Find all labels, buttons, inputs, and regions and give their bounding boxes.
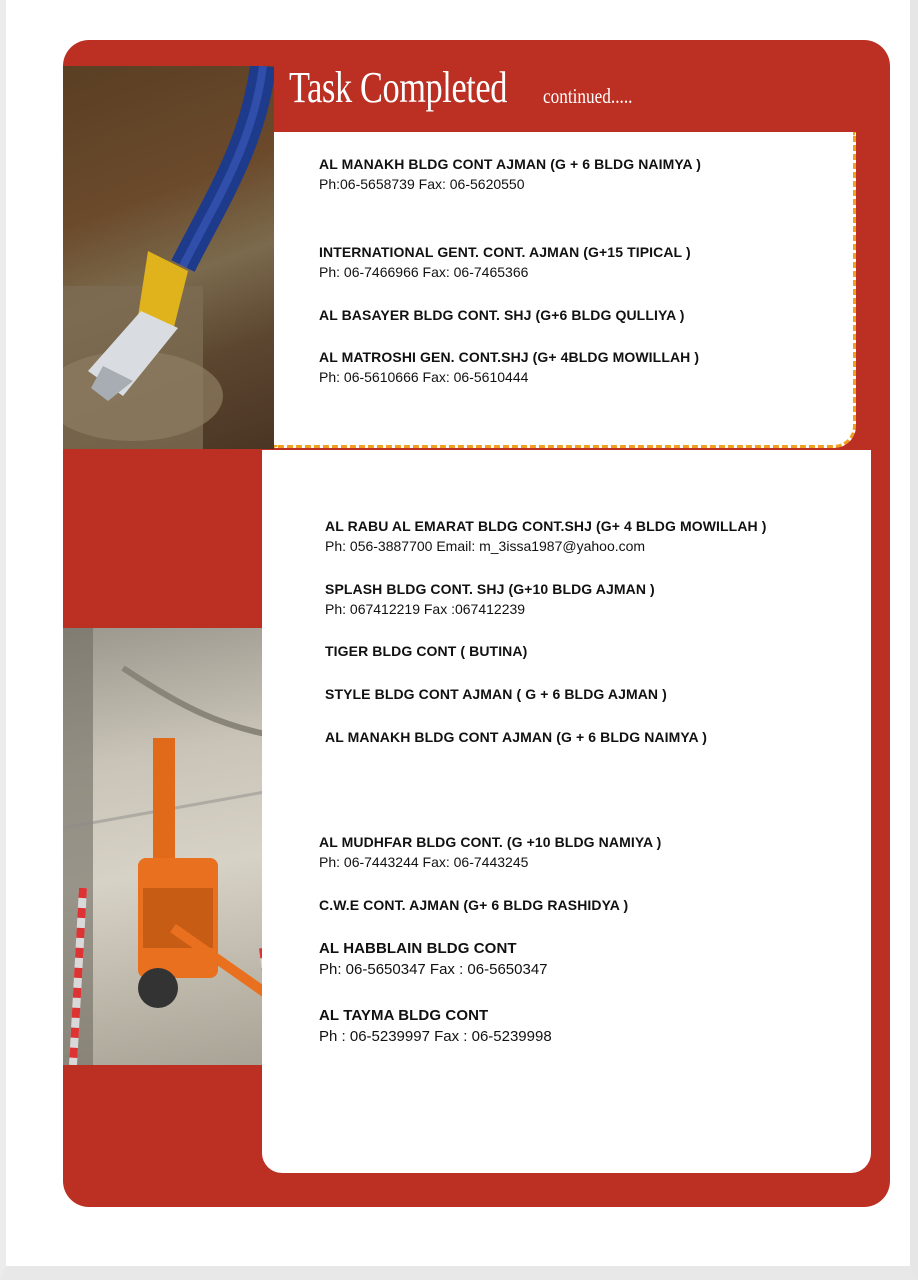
contractor-entry <box>319 244 691 280</box>
hose-pipe-photo <box>63 66 274 449</box>
contractor-contact: Ph : 06-5239997 Fax : 06-5239998 <box>319 1028 552 1045</box>
contractor-name: AL MANAKH BLDG CONT AJMAN (G + 6 BLDG NAIMYA ) <box>325 729 707 745</box>
contractor-name: TIGER BLDG CONT ( BUTINA) <box>325 643 528 659</box>
contractor-entry <box>325 643 527 659</box>
contractor-name: C.W.E CONT. AJMAN (G+ 6 BLDG RASHIDYA ) <box>319 897 629 913</box>
contractor-entry <box>325 686 667 702</box>
title-sub: continued..... <box>543 84 633 108</box>
hose-pipe-illustration <box>63 66 274 449</box>
contractor-entry <box>319 349 699 385</box>
contractor-contact: Ph: 067412219 Fax :067412239 <box>325 601 526 617</box>
contractor-entry <box>319 834 661 870</box>
contractor-name: INTERNATIONAL GENT. CONT. AJMAN (G+15 TIPICAL ) <box>319 244 691 260</box>
contractor-name: AL MUDHFAR BLDG CONT. (G +10 BLDG NAMIYA ) <box>319 834 662 850</box>
contractor-entry <box>325 729 707 745</box>
contractor-contact: Ph:06-5658739 Fax: 06-5620550 <box>319 176 525 192</box>
contractor-name: STYLE BLDG CONT AJMAN ( G + 6 BLDG AJMAN ) <box>325 686 667 702</box>
contractor-name: AL HABBLAIN BLDG CONT <box>319 940 517 957</box>
title-main: Task Completed <box>289 63 508 112</box>
contractor-entry <box>325 581 655 617</box>
contractor-name: SPLASH BLDG CONT. SHJ (G+10 BLDG AJMAN ) <box>325 581 655 597</box>
contractor-name: AL BASAYER BLDG CONT. SHJ (G+6 BLDG QULLIYA ) <box>319 307 685 323</box>
contractor-entry <box>325 518 767 554</box>
contractor-entry <box>319 156 701 192</box>
contractor-entry <box>319 897 628 913</box>
contractor-entry <box>319 940 548 978</box>
pump-illustration <box>63 628 287 1065</box>
contractor-name: AL TAYMA BLDG CONT <box>319 1007 489 1024</box>
contractor-name: AL RABU AL EMARAT BLDG CONT.SHJ (G+ 4 BLDG MOWILLAH ) <box>325 518 767 534</box>
contractor-entry <box>319 307 685 323</box>
contractor-contact: Ph: 06-5650347 Fax : 06-5650347 <box>319 961 548 978</box>
contractor-contact: Ph: 06-7443244 Fax: 06-7443245 <box>319 854 529 870</box>
page-title <box>289 62 633 113</box>
contractor-name: AL MATROSHI GEN. CONT.SHJ (G+ 4BLDG MOWILLAH ) <box>319 349 700 365</box>
excavation-pump-photo <box>63 628 287 1065</box>
contractor-entry <box>319 1007 552 1045</box>
contractor-contact: Ph: 06-7466966 Fax: 06-7465366 <box>319 264 529 280</box>
contractor-contact: Ph: 06-5610666 Fax: 06-5610444 <box>319 369 529 385</box>
bottom-content-panel <box>262 450 871 1173</box>
contractor-contact: Ph: 056-3887700 Email: m_3issa1987@yahoo.com <box>325 538 646 554</box>
contractor-name: AL MANAKH BLDG CONT AJMAN (G + 6 BLDG NAIMYA ) <box>319 156 701 172</box>
